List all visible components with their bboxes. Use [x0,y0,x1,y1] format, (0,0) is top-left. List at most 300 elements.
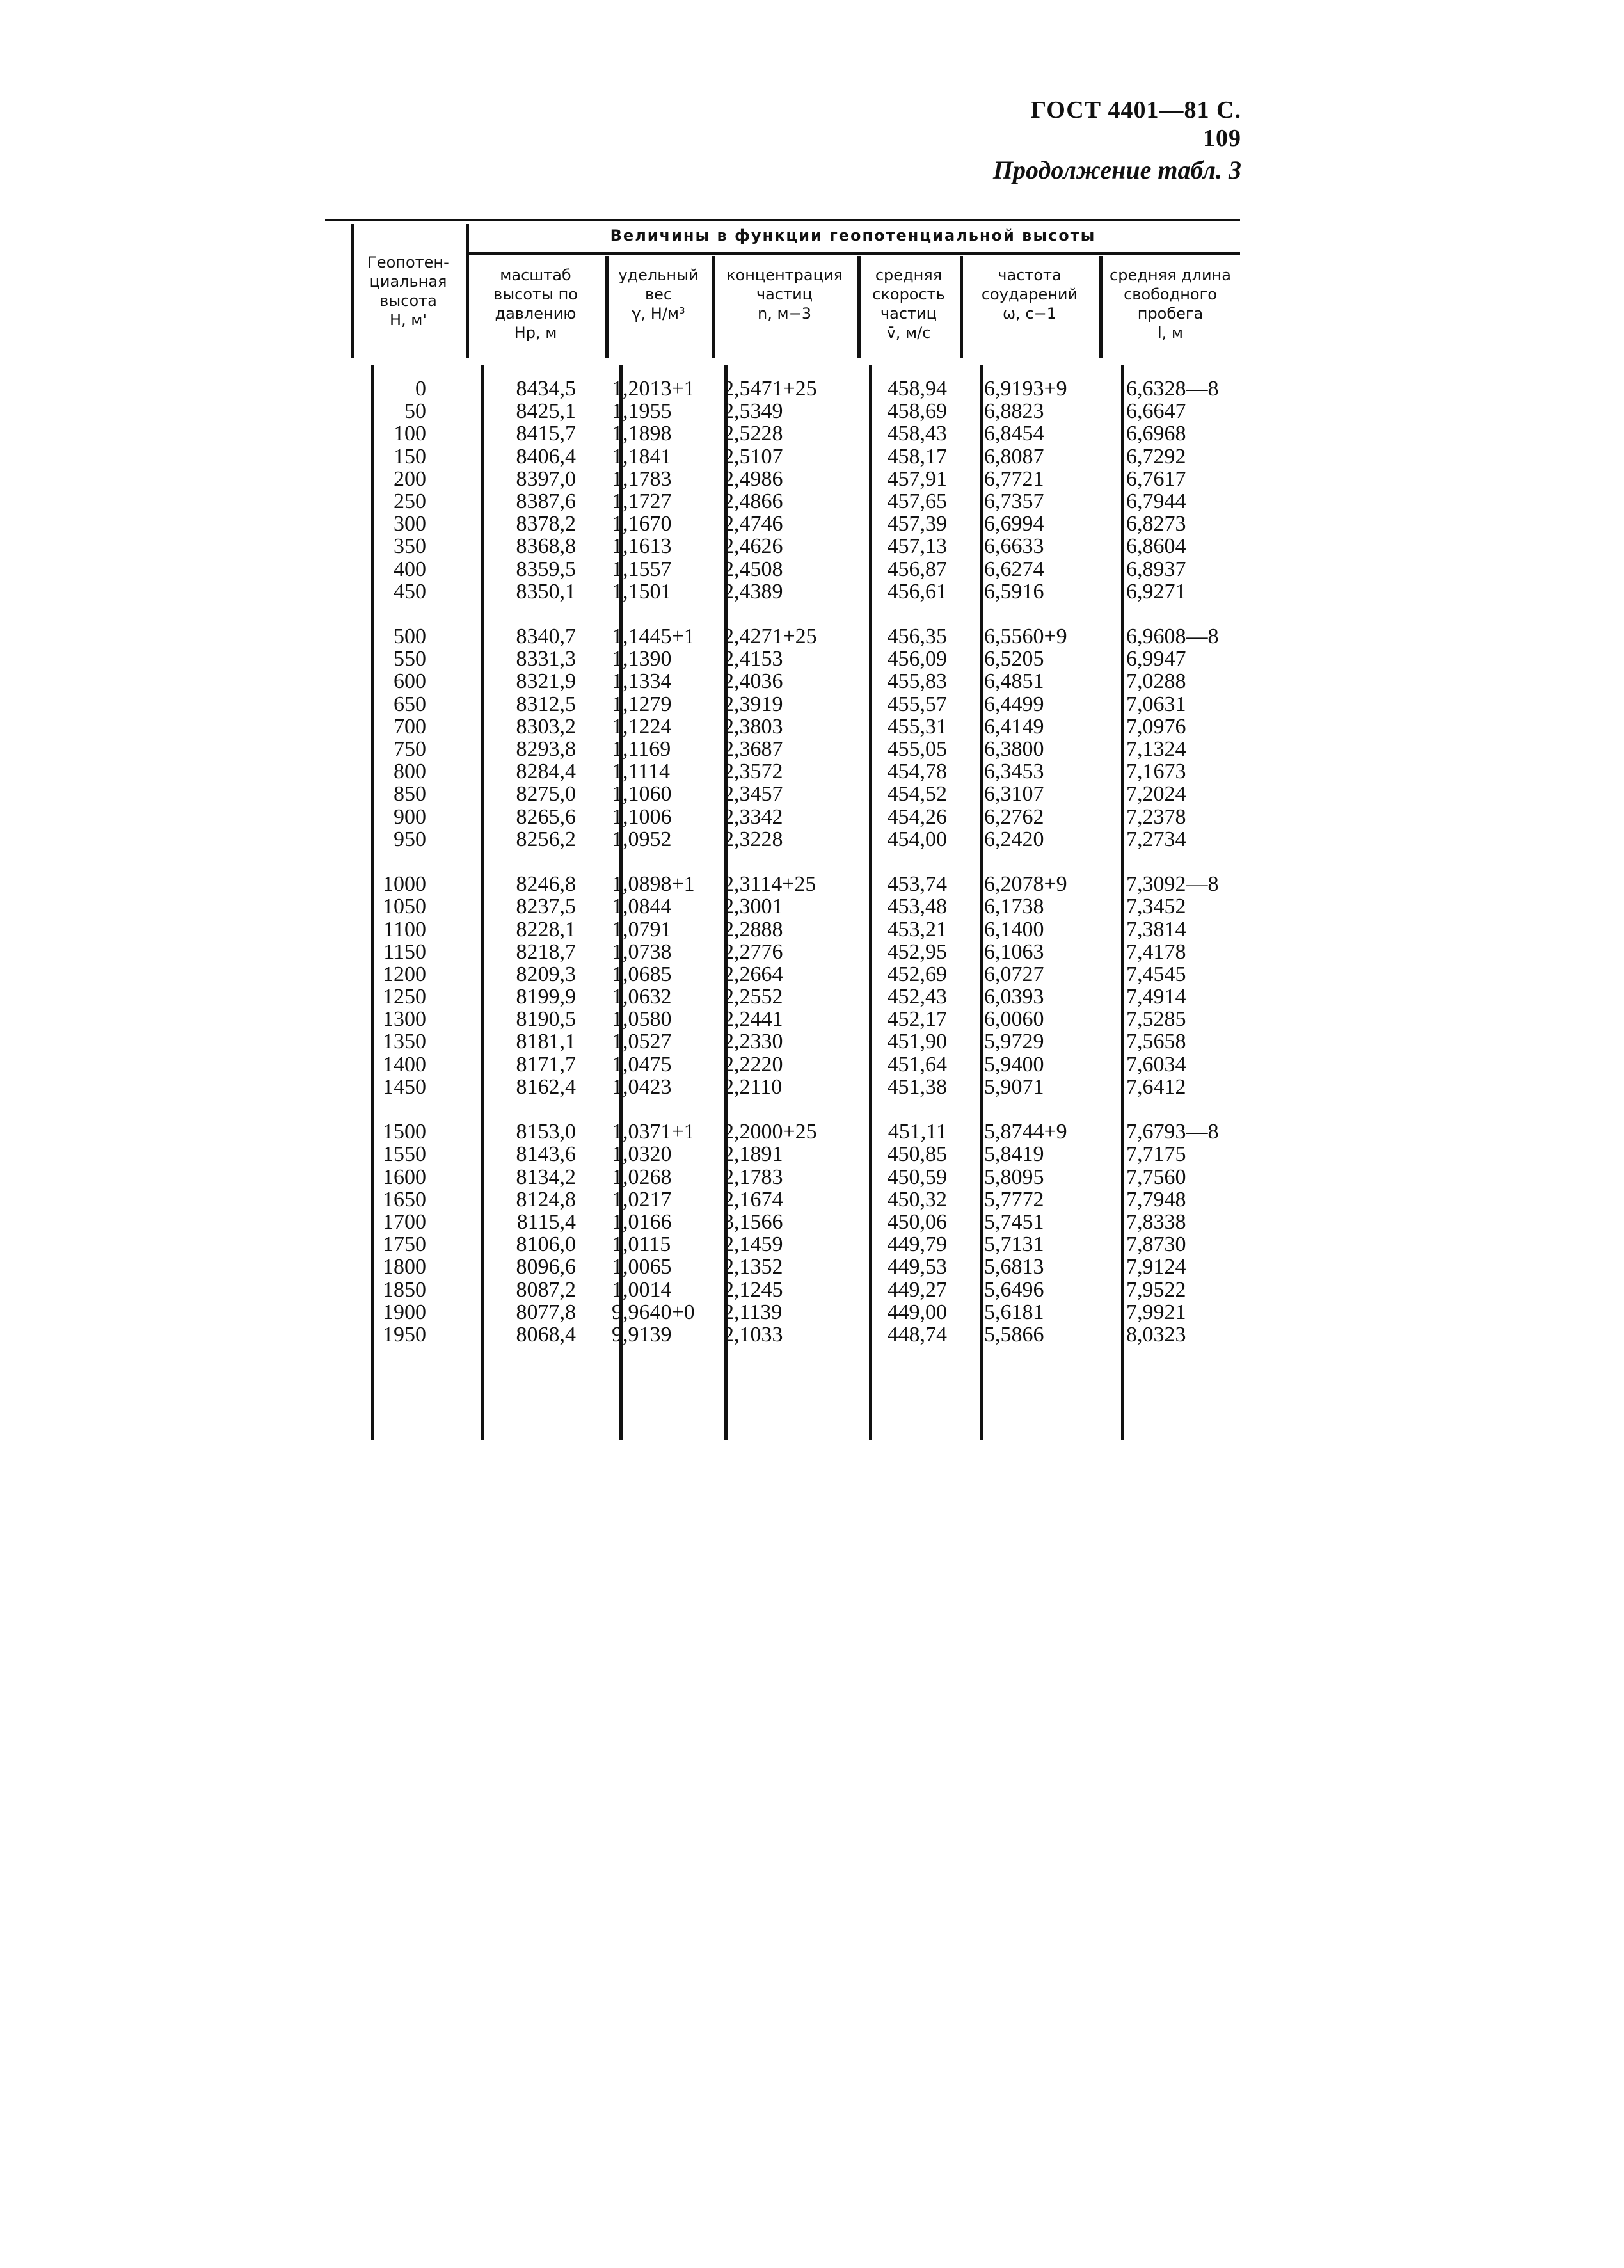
table-cell: 6,7357 [984,489,1044,513]
table-cell: 7,3814 [1126,917,1186,941]
table-cell: 1950 [383,1322,426,1346]
table-cell: 2,1139 [723,1300,783,1324]
table-cell: 2,4986 [723,467,783,491]
table-cell: 1,1445+1 [612,625,695,649]
table-cell: 1,1060 [612,782,672,806]
table-cell: 900 [394,804,426,829]
table-cell: 5,9729 [984,1030,1044,1054]
table-cell: 449,27 [887,1277,947,1302]
table-cell: 453,48 [887,895,947,919]
table-cell: 1,0115 [612,1233,671,1257]
table-cell: 7,7560 [1126,1165,1186,1189]
table-cell: 455,83 [887,669,947,694]
table-cell: 1,0065 [612,1255,672,1279]
table-cell: 6,5560+9 [984,625,1067,649]
block-gap [1126,1098,1254,1121]
table-cell: 1650 [383,1187,426,1211]
table-cell: 8143,6 [516,1142,576,1167]
table-cell: 1150 [383,939,426,964]
table-continuation-note: Продолжение табл. 3 [992,156,1241,184]
table-cell: 7,8338 [1126,1210,1186,1234]
table-cell: 8246,8 [516,872,576,897]
table-cell: 1900 [383,1300,426,1324]
table-cell: 448,74 [887,1322,947,1346]
header-column-rule [960,256,963,358]
table-cell: 1,1390 [612,647,672,671]
table-cell: 2,3919 [723,692,783,716]
table-cell: 1,1279 [612,692,672,716]
block-gap [612,1098,720,1121]
table-cell: 6,2420 [984,827,1044,851]
table-cell: 5,9071 [984,1074,1044,1099]
page-header: ГОСТ 4401—81 С. 109 [1031,97,1241,152]
table-cell: 1,1841 [612,444,672,468]
table-cell: 6,9193+9 [984,377,1067,401]
column-header-line: Геопотен- [367,253,449,271]
block-gap [723,850,851,873]
table-cell: 1,1898 [612,422,672,446]
table-cell: 2,3114+25 [723,872,816,897]
table-cell: 8153,0 [516,1120,576,1144]
table-cell: 8199,9 [516,985,576,1009]
table-cell: 2,3687 [723,737,783,761]
table-cell: 6,8273 [1126,512,1186,536]
table-cell: 5,7131 [984,1233,1044,1257]
table-cell: 1,0371+1 [612,1120,695,1144]
column-header-line: свободного [1124,285,1217,303]
column-header-line: частиц [756,285,813,303]
table-column-l [1126,378,1254,1346]
table-cell: 2,2000+25 [723,1120,817,1144]
table-cell: 8077,8 [516,1300,576,1324]
table-cell: 456,87 [887,557,947,581]
table-cell: 8124,8 [516,1187,576,1211]
table-cell: 6,8937 [1126,557,1186,581]
table-cell: 1,0166 [612,1210,672,1234]
column-header-line: ω, с−1 [1003,305,1056,323]
table-cell: 2,3457 [723,782,783,806]
table-cell: 50 [404,399,426,424]
column-header-line: концентрация [726,266,843,284]
table-cell: 449,00 [887,1300,947,1324]
table-cell: 8,0323 [1126,1322,1186,1346]
body-column-rule [1121,365,1124,1440]
table-cell: 2,2888 [723,917,783,941]
table-cell: 2,4866 [723,489,783,513]
table-cell: 6,6633 [984,534,1044,559]
table-cell: 452,69 [887,962,947,986]
table-cell: 451,64 [887,1052,947,1076]
column-header-line: v̄, м/с [886,324,931,342]
table-cell: 1,1114 [612,760,670,784]
table-cell: 1,2013+1 [612,377,695,401]
block-gap [448,603,576,625]
header-column-rule [351,224,354,358]
table-cell: 8378,2 [516,512,576,536]
table-cell: 2,2776 [723,939,783,964]
table-cell: 5,7451 [984,1210,1044,1234]
table-cell: 8115,4 [516,1210,576,1234]
block-gap [612,850,720,873]
table-cell: 5,6496 [984,1277,1044,1302]
table-cell: 8209,3 [516,962,576,986]
table-cell: 6,4149 [984,714,1044,739]
table-cell: 450 [394,579,426,603]
table-cell: 8331,3 [516,647,576,671]
table-cell: 451,38 [887,1074,947,1099]
table-cell: 2,3001 [723,895,783,919]
table-cell: 400 [394,557,426,581]
table-cell: 1600 [383,1165,426,1189]
table-cell: 2,4153 [723,647,783,671]
table-cell: 7,6793—8 [1126,1120,1219,1144]
column-header-line: средняя длина [1110,266,1231,284]
table-cell: 950 [394,827,426,851]
table-cell: 8293,8 [516,737,576,761]
table-cell: 7,2378 [1126,804,1186,829]
table-cell: 6,6647 [1126,399,1186,424]
column-header-line: H, м' [389,311,427,329]
table-cell: 1,1334 [612,669,672,694]
block-gap [1126,850,1254,873]
table-cell: 450,85 [887,1142,947,1167]
table-cell: 700 [394,714,426,739]
body-column-rule [980,365,983,1440]
table-cell: 2,2110 [723,1074,783,1099]
table-cell: 250 [394,489,426,513]
table-cell: 150 [394,444,426,468]
table-cell: 452,43 [887,985,947,1009]
table-cell: 5,8419 [984,1142,1044,1167]
table-cell: 1800 [383,1255,426,1279]
table-cell: 2,4389 [723,579,783,603]
table-cell: 458,94 [887,377,947,401]
table-cell: 5,8744+9 [984,1120,1067,1144]
table-column-gamma [612,378,720,1346]
table-cell: 6,7944 [1126,489,1186,513]
table-cell: 6,0060 [984,1007,1044,1032]
table-cell: 6,1400 [984,917,1044,941]
block-gap [330,603,426,625]
block-gap [845,603,947,625]
table-cell: 6,8604 [1126,534,1186,559]
table-cell: 8397,0 [516,467,576,491]
table-cell: 2,1674 [723,1187,783,1211]
table-cell: 1,0320 [612,1142,672,1167]
table-cell: 7,7175 [1126,1142,1186,1167]
group-header: Величины в функции геопотенциальной высоты [610,227,1096,244]
block-gap [330,1098,426,1121]
column-header-h [354,253,462,330]
column-header-line: циальная [369,273,447,291]
table-cell: 8350,1 [516,579,576,603]
block-gap [845,1098,947,1121]
table-cell: 8321,9 [516,669,576,694]
table-cell: 2,4508 [723,557,783,581]
table-cell: 800 [394,760,426,784]
table-cell: 8312,5 [516,692,576,716]
table-cell: 5,5866 [984,1322,1044,1346]
table-cell: 8406,4 [516,444,576,468]
table-cell: 6,9608—8 [1126,625,1219,649]
table-cell: 456,35 [887,625,947,649]
table-cell: 2,5349 [723,399,783,424]
table-cell: 2,1033 [723,1322,783,1346]
table-cell: 9,9640+0 [612,1300,695,1324]
table-cell: 2,5471+25 [723,377,817,401]
table-cell: 8265,6 [516,804,576,829]
table-cell: 7,5658 [1126,1030,1186,1054]
table-cell: 8068,4 [516,1322,576,1346]
column-header-l [1103,266,1238,342]
table-cell: 8218,7 [516,939,576,964]
table-cell: 7,6034 [1126,1052,1186,1076]
table-cell: 7,7948 [1126,1187,1186,1211]
block-gap [1126,603,1254,625]
table-cell: 1550 [383,1142,426,1167]
column-header-line: масштаб [500,266,571,284]
table-cell: 600 [394,669,426,694]
table-cell: 5,7772 [984,1187,1044,1211]
table-cell: 5,6813 [984,1255,1044,1279]
table-cell: 2,4746 [723,512,783,536]
table-cell: 450,06 [887,1210,947,1234]
table-cell: 2,4036 [723,669,783,694]
table-cell: 1300 [383,1007,426,1032]
table-cell: 6,8454 [984,422,1044,446]
table-cell: 452,95 [887,939,947,964]
column-header-n [715,266,854,323]
table-cell: 550 [394,647,426,671]
table-column-omega [984,378,1112,1346]
table-cell: 1,0791 [612,917,672,941]
table-cell: 6,5916 [984,579,1044,603]
table-cell: 8434,5 [516,377,576,401]
table-cell: 1,1783 [612,467,672,491]
table-cell: 457,91 [887,467,947,491]
table-cell: 1,1613 [612,534,672,559]
table-cell: 454,52 [887,782,947,806]
header-column-rule [605,256,609,358]
table-cell: 1,1501 [612,579,672,603]
table-cell: 6,7617 [1126,467,1186,491]
table-cell: 1,0475 [612,1052,672,1076]
table-cell: 454,00 [887,827,947,851]
table-cell: 1750 [383,1233,426,1257]
table-cell: 1,1169 [612,737,671,761]
table-cell: 1400 [383,1052,426,1076]
table-cell: 1,0580 [612,1007,672,1032]
table-cell: 453,74 [887,872,947,897]
table-cell: 1250 [383,985,426,1009]
table-cell: 7,3092—8 [1126,872,1219,897]
table-cell: 1,0014 [612,1277,672,1302]
table-cell: 455,31 [887,714,947,739]
group-header-rule [466,252,1240,255]
table-cell: 6,6968 [1126,422,1186,446]
table-cell: 5,9400 [984,1052,1044,1076]
table-cell: 454,26 [887,804,947,829]
table-cell: 8106,0 [516,1233,576,1257]
table-cell: 456,09 [887,647,947,671]
column-header-gamma [609,266,708,323]
table-cell: 8303,2 [516,714,576,739]
table-cell: 1,0685 [612,962,672,986]
column-header-line: Hp, м [514,324,557,342]
table-cell: 7,9522 [1126,1277,1186,1302]
header-column-rule [712,256,715,358]
table-cell: 8415,7 [516,422,576,446]
table-cell: 8425,1 [516,399,576,424]
column-header-line: частиц [880,305,937,323]
table-cell: 1450 [383,1074,426,1099]
table-cell: 6,6328—8 [1126,377,1219,401]
table-cell: 1,0844 [612,895,672,919]
table-cell: 8171,7 [516,1052,576,1076]
table-cell: 350 [394,534,426,559]
column-header-line: пробега [1137,305,1204,323]
column-header-line: высота [379,292,437,310]
table-cell: 1350 [383,1030,426,1054]
table-cell: 6,1738 [984,895,1044,919]
table-cell: 1050 [383,895,426,919]
column-header-line: средняя [875,266,943,284]
table-cell: 6,8087 [984,444,1044,468]
column-header-line: частота [998,266,1062,284]
header-column-rule [857,256,861,358]
table-cell: 6,0393 [984,985,1044,1009]
table-cell: 2,3572 [723,760,783,784]
table-cell: 1850 [383,1277,426,1302]
table-cell: 500 [394,625,426,649]
table-cell: 8162,4 [516,1074,576,1099]
table-cell: 1,1727 [612,489,672,513]
table-cell: 8181,1 [516,1030,576,1054]
column-header-v [861,266,956,342]
table-cell: 1,0898+1 [612,872,695,897]
column-header-line: n, м−3 [758,305,811,323]
table-cell: 8096,6 [516,1255,576,1279]
table-cell: 7,5285 [1126,1007,1186,1032]
table-cell: 451,90 [887,1030,947,1054]
table-cell: 6,9271 [1126,579,1186,603]
table-cell: 6,3800 [984,737,1044,761]
table-cell: 6,9947 [1126,647,1186,671]
table-cell: 7,1673 [1126,760,1186,784]
table-cell: 1,1224 [612,714,672,739]
table-cell: 6,4499 [984,692,1044,716]
table-cell: 1,0527 [612,1030,672,1054]
table-cell: 7,4914 [1126,985,1186,1009]
table-cell: 1000 [383,872,426,897]
table-cell: 2,5228 [723,422,783,446]
table-cell: 1,1670 [612,512,672,536]
table-cell: 7,4178 [1126,939,1186,964]
table-cell: 8228,1 [516,917,576,941]
table-cell: 1,1955 [612,399,672,424]
table-cell: 8190,5 [516,1007,576,1032]
table-cell: 2,1783 [723,1165,783,1189]
table-cell: 8256,2 [516,827,576,851]
table-cell: 2,2552 [723,985,783,1009]
table-cell: 2,2220 [723,1052,783,1076]
table-cell: 8359,5 [516,557,576,581]
table-cell: 8237,5 [516,895,576,919]
table-cell: 2,1891 [723,1142,783,1167]
table-cell: 6,5205 [984,647,1044,671]
header-column-rule [466,224,469,358]
table-cell: 6,2078+9 [984,872,1067,897]
table-cell: 7,0631 [1126,692,1186,716]
table-cell: 8284,4 [516,760,576,784]
table-cell: 6,7292 [1126,444,1186,468]
column-header-line: соударений [981,285,1078,303]
table-cell: 2,1459 [723,1233,783,1257]
table-cell: 8387,6 [516,489,576,513]
table-cell: 454,78 [887,760,947,784]
column-header-line: удельный [618,266,699,284]
column-header-line: высоты по [493,285,578,303]
table-cell: 2,2441 [723,1007,783,1032]
table-cell: 5,8095 [984,1165,1044,1189]
column-header-line: давлению [495,305,577,323]
column-header-hp [470,266,601,342]
table-cell: 450,59 [887,1165,947,1189]
table-cell: 6,7721 [984,467,1044,491]
table-cell: 7,9124 [1126,1255,1186,1279]
table-cell: 457,13 [887,534,947,559]
table-column-v [845,378,947,1346]
table-cell: 750 [394,737,426,761]
table-cell: 2,2664 [723,962,783,986]
block-gap [984,1098,1112,1121]
table-cell: 451,11 [888,1120,947,1144]
table-column-h [330,378,426,1346]
table-cell: 1,0423 [612,1074,672,1099]
table-cell: 449,79 [887,1233,947,1257]
table-cell: 1200 [383,962,426,986]
table-column-n [723,378,851,1346]
table-cell: 1,0738 [612,939,672,964]
table-cell: 9,9139 [612,1322,672,1346]
table-cell: 1,0952 [612,827,672,851]
table-cell: 450,32 [887,1187,947,1211]
table-cell: 455,57 [887,692,947,716]
table-cell: 456,61 [887,579,947,603]
table-cell: 458,69 [887,399,947,424]
table-cell: 2,5107 [723,444,783,468]
table-cell: 2,1245 [723,1277,783,1302]
block-gap [984,603,1112,625]
block-gap [448,1098,576,1121]
table-cell: 1,1006 [612,804,672,829]
block-gap [984,850,1112,873]
table-cell: 6,3453 [984,760,1044,784]
block-gap [330,850,426,873]
table-cell: 2,3228 [723,827,783,851]
table-cell: 1500 [383,1120,426,1144]
table-cell: 6,6274 [984,557,1044,581]
block-gap [723,1098,851,1121]
table-cell: 1,0268 [612,1165,672,1189]
table-column-hp [448,378,576,1346]
column-header-line: l, м [1157,324,1184,342]
table-cell: 449,53 [887,1255,947,1279]
table-cell: 6,1063 [984,939,1044,964]
table-cell: 457,65 [887,489,947,513]
table-cell: 6,0727 [984,962,1044,986]
table-cell: 7,0976 [1126,714,1186,739]
